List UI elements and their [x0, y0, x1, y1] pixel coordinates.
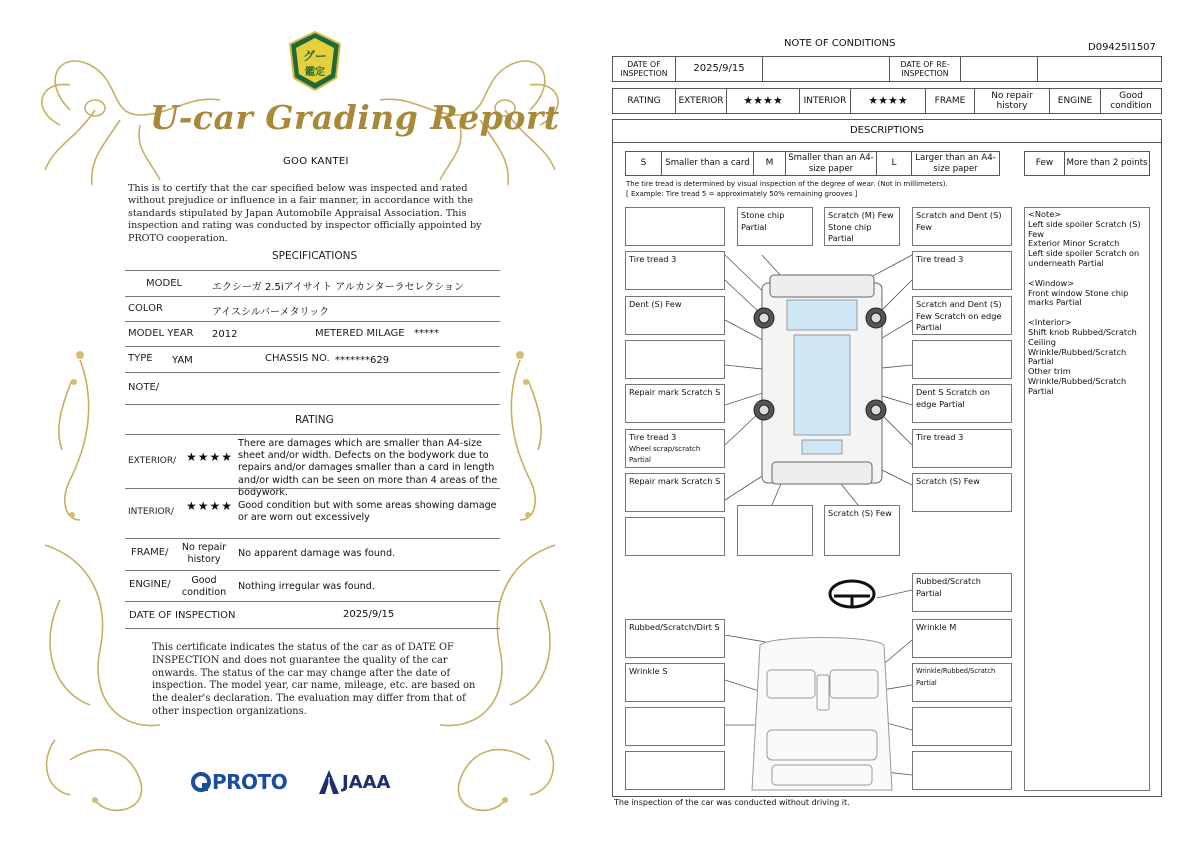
- jaaa-logo: JAAA: [342, 772, 391, 793]
- date-of-inspection-value: 2025/9/15: [675, 56, 763, 82]
- frame-label: FRAME: [925, 88, 975, 114]
- divider: [125, 404, 500, 405]
- engine-value: Good condition: [1100, 88, 1162, 114]
- exterior-stars: ★★★★: [186, 450, 234, 464]
- interior-line: Ceiling: [1028, 336, 1056, 347]
- notes-panel: [1024, 207, 1150, 791]
- exterior-box-empty: [625, 517, 725, 556]
- scratch-bottom-box: Scratch (S) Few: [824, 505, 900, 556]
- steering-wheel-icon: [830, 581, 874, 607]
- date-of-inspection-label: DATE OF INSPECTION: [129, 610, 236, 621]
- divider: [125, 538, 500, 539]
- certificate-title: U-car Grading Report: [150, 98, 560, 137]
- legend-few-desc: More than 2 points: [1064, 151, 1150, 176]
- tire-rear-left-text: Tire tread 3: [629, 432, 677, 442]
- chassis-label: CHASSIS NO.: [265, 353, 330, 364]
- color-value: アイスシルバーメタリック: [212, 307, 330, 318]
- interior-description: Good condition but with some areas showing damage or are worn out excessively: [238, 500, 497, 524]
- tire-front-right-box: Tire tread 3: [912, 251, 1012, 290]
- legend-few: Few: [1024, 151, 1065, 176]
- goo-kantei-badge: [286, 30, 344, 92]
- model-year-label: MODEL YEAR: [128, 328, 194, 339]
- exterior-label: EXTERIOR/: [128, 456, 177, 466]
- stone-chip-box: Stone chip Partial: [737, 207, 813, 246]
- legend-m-desc: Smaller than an A4-size paper: [785, 151, 877, 176]
- frame-value: No repair history: [181, 542, 227, 566]
- note-title: <Note>: [1028, 209, 1062, 219]
- rubbed-scratch-dirt-box: Rubbed/Scratch/Dirt S: [625, 619, 725, 658]
- divider: [125, 628, 500, 629]
- interior-line: Partial: [1028, 385, 1054, 396]
- dent-right-box: Dent S Scratch on edge Partial: [912, 384, 1012, 423]
- note-line: Left side spoiler Scratch (S) Few: [1028, 218, 1141, 239]
- legend-l: L: [876, 151, 912, 176]
- exterior-box-empty: [625, 340, 725, 379]
- dent-left-box: Dent (S) Few: [625, 296, 725, 335]
- note-line: Left side spoiler Scratch on underneath Partial: [1028, 248, 1140, 268]
- divider: [125, 601, 500, 602]
- divider: [125, 321, 500, 322]
- scratch-dent-top-box: Scratch and Dent (S) Few: [912, 207, 1012, 246]
- frame-description: No apparent damage was found.: [238, 548, 396, 559]
- wheel-scrap-text: Wheel scrap/scratch Partial: [629, 444, 701, 464]
- date-of-inspection-value: 2025/9/15: [343, 609, 395, 620]
- proto-logo-icon: [190, 771, 212, 793]
- exterior-box-top-left: [625, 207, 725, 246]
- scratch-dent-right-box: Scratch and Dent (S) Few Scratch on edge Partial: [912, 296, 1012, 335]
- exterior-stars: ★★★★: [726, 88, 800, 114]
- exterior-label: EXTERIOR: [675, 88, 727, 114]
- document-id: D09425I1507: [1088, 42, 1156, 53]
- legend-s: S: [625, 151, 662, 176]
- legend-m: M: [753, 151, 786, 176]
- exterior-box-empty: [737, 505, 813, 556]
- interior-stars: ★★★★: [850, 88, 926, 114]
- tire-rear-left-box: [625, 429, 725, 468]
- interior-line: Other trim: [1028, 366, 1071, 377]
- date-of-reinspection-label: DATE OF RE-INSPECTION: [889, 56, 961, 82]
- engine-value: Good condition: [181, 575, 227, 599]
- repair-mark-left-2-box: Repair mark Scratch S: [625, 473, 725, 512]
- interior-box-empty: [912, 751, 1012, 790]
- specifications-heading: SPECIFICATIONS: [272, 250, 358, 262]
- proto-logo: PROTO: [212, 770, 288, 794]
- legend-s-desc: Smaller than a card: [661, 151, 754, 176]
- certificate-subtitle: GOO KANTEI: [283, 156, 349, 167]
- frame-value: No repair history: [974, 88, 1050, 114]
- chassis-value: *******629: [335, 355, 390, 366]
- model-year-value: 2012: [212, 329, 238, 340]
- report-title: NOTE OF CONDITIONS: [784, 38, 896, 49]
- interior-box-empty: [912, 707, 1012, 746]
- interior-line: Wrinkle/Rubbed/Scratch: [1028, 375, 1127, 386]
- divider: [125, 270, 500, 271]
- empty-cell: [1037, 56, 1162, 82]
- divider: [125, 372, 500, 373]
- interior-line: Shift knob Rubbed/Scratch: [1028, 326, 1137, 337]
- note-label: NOTE/: [128, 382, 160, 393]
- wrinkle-m-box: Wrinkle M: [912, 619, 1012, 658]
- interior-label: INTERIOR/: [128, 507, 174, 517]
- jaaa-logo-icon: [318, 769, 340, 795]
- window-line: Front window Stone chip marks Partial: [1028, 287, 1129, 308]
- interior-line: Wrinkle/Rubbed/Scratch: [1028, 346, 1127, 357]
- date-of-reinspection-value: [960, 56, 1038, 82]
- tire-tread-example: [ Example: Tire tread 5 = approximately 50% remaining grooves ]: [626, 190, 858, 198]
- color-label: COLOR: [128, 303, 163, 314]
- note-line: Exterior Minor Scratch: [1028, 238, 1120, 249]
- interior-title: <Interior>: [1028, 317, 1072, 328]
- steering-rubbed-box: Rubbed/Scratch Partial: [912, 573, 1012, 612]
- interior-line: Partial: [1028, 356, 1054, 367]
- engine-label: ENGINE/: [129, 579, 171, 590]
- scratch-m-box: Scratch (M) Few Stone chip Partial: [824, 207, 900, 246]
- model-value: エクシーガ 2.5iアイサイト アルカンターラセレクション: [212, 282, 465, 293]
- interior-box-empty: [625, 751, 725, 790]
- scratch-right-bottom-box: Scratch (S) Few: [912, 473, 1012, 512]
- divider: [125, 296, 500, 297]
- badge-line1: グー: [302, 49, 328, 63]
- rating-label: RATING: [612, 88, 676, 114]
- legend-l-desc: Larger than an A4-size paper: [911, 151, 1000, 176]
- window-title: <Window>: [1028, 277, 1075, 288]
- rating-heading: RATING: [295, 414, 334, 426]
- interior-stars: ★★★★: [186, 499, 234, 513]
- divider: [125, 346, 500, 347]
- interior-label: INTERIOR: [799, 88, 851, 114]
- engine-label: ENGINE: [1049, 88, 1101, 114]
- exterior-description: There are damages which are smaller than A4-size sheet and/or width. Defects on the bodywork due to repairs and/or damages smaller than a card in length and/or width can be seen on more than 4 areas of the bodywork.: [238, 438, 498, 498]
- wrinkle-s-box: Wrinkle S: [625, 663, 725, 702]
- tire-front-left-box: Tire tread 3: [625, 251, 725, 290]
- model-label: MODEL: [146, 278, 183, 289]
- divider: [125, 488, 500, 489]
- certify-statement: This is to certify that the car specified below was inspected and rated without prejudice or influence in a fair manner, in accordance with the standards stipulated by Japan Automobile Appraisal Association. This inspection and rating was conducted by inspector officially appointed by PROTO cooperation.: [128, 183, 482, 244]
- engine-description: Nothing irregular was found.: [238, 581, 375, 592]
- empty-cell: [762, 56, 890, 82]
- exterior-box-empty: [912, 340, 1012, 379]
- badge-line2: 鑑定: [305, 67, 325, 78]
- divider: [125, 434, 500, 435]
- metered-mileage-value: *****: [414, 328, 439, 339]
- descriptions-heading: DESCRIPTIONS: [612, 119, 1162, 143]
- frame-label: FRAME/: [131, 547, 169, 558]
- interior-box-empty: [625, 707, 725, 746]
- tire-rear-right-box: Tire tread 3: [912, 429, 1012, 468]
- type-value: YAM: [172, 355, 193, 366]
- certificate-disclaimer: This certificate indicates the status of the car as of DATE OF INSPECTION and does not guarantee the quality of the car onwards. The status of the car may change after the date of inspection. The model year, car name, mileage, etc. are based on the dealer's declaration. The evaluation may differ from that of other inspection organizations.: [152, 642, 476, 717]
- metered-mileage-label: METERED MILAGE: [315, 328, 405, 339]
- report-footer: The inspection of the car was conducted without driving it.: [614, 798, 850, 807]
- date-of-inspection-label: DATE OF INSPECTION: [612, 56, 676, 82]
- repair-mark-left-box: Repair mark Scratch S: [625, 384, 725, 423]
- divider: [125, 570, 500, 571]
- tire-tread-note: The tire tread is determined by visual inspection of the degree of wear. (Not in millimeters).: [626, 180, 948, 188]
- wrinkle-rubbed-box: Wrinkle/Rubbed/Scratch Partial: [912, 663, 1012, 702]
- type-label: TYPE: [128, 353, 153, 364]
